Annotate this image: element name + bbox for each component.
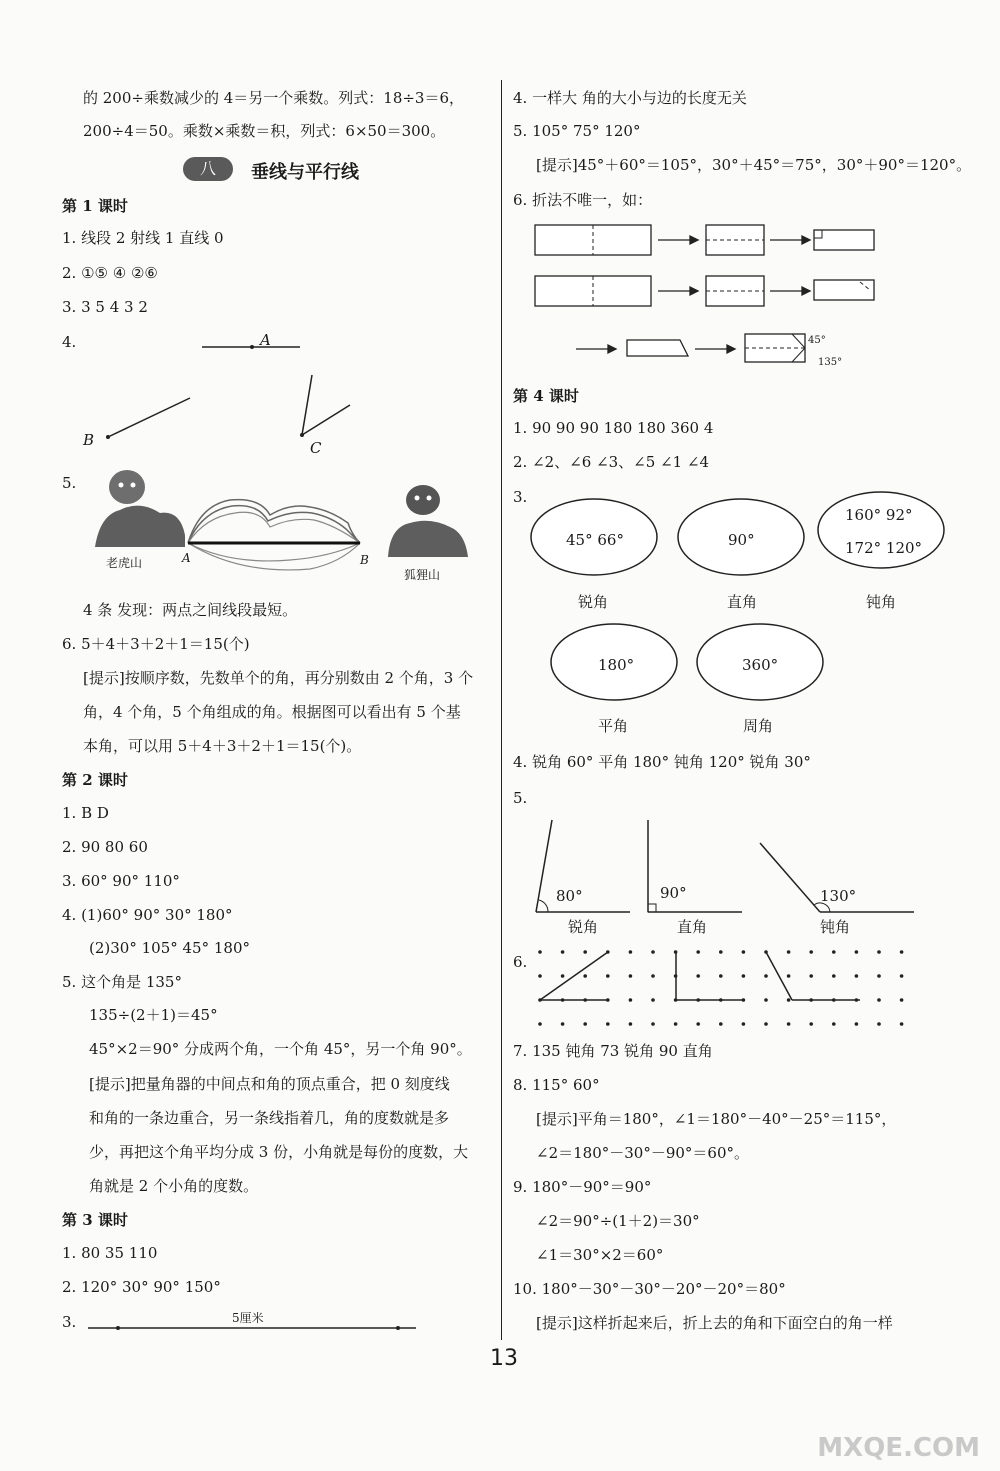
grid-dot [651,1022,655,1026]
grid-dot [561,950,565,954]
grid-dot [855,1022,859,1026]
answer-line: 10. 180°－30°－30°－20°－20°＝80° [513,1280,786,1298]
answer-line: ∠2＝90°÷(1＋2)＝30° [536,1212,700,1230]
dot-grid-figure [530,945,910,1025]
grid-dot [764,998,768,1002]
grid-dot [787,974,791,978]
grid-dot [538,974,542,978]
grid-dot [877,1022,881,1026]
grid-dot [674,998,678,1002]
grid-dot [583,950,587,954]
grid-dot [787,1022,791,1026]
grid-dot [629,998,633,1002]
answer-line: 8. 115° 60° [513,1076,600,1094]
grid-dot [809,1022,813,1026]
text-line: 的 200÷乘数减少的 4＝另一个乘数。列式：18÷3＝6， [83,89,465,107]
answer-line: 9. 180°－90°＝90° [513,1178,652,1196]
grid-dot [696,998,700,1002]
point-label: B [360,553,369,567]
point-label: B [83,431,95,449]
question-number: 4. [62,333,77,351]
lesson-title: 第 4 课时 [513,387,579,405]
grid-dot [809,950,813,954]
oval-label: 平角 [598,717,629,735]
grid-dot [719,974,723,978]
grid-dot [787,998,791,1002]
grid-dot [900,950,904,954]
grid-dot [606,998,610,1002]
grid-dot [900,1022,904,1026]
oval-values: 90° [728,531,755,549]
grid-dot [832,950,836,954]
answer-line: 1. 线段 2 射线 1 直线 0 [62,229,224,247]
oval-values: 160° 92° [845,506,913,524]
grid-dot [651,950,655,954]
unit-title: 垂线与平行线 [251,162,359,183]
grid-dot [764,950,768,954]
tip-line: 和角的一条边重合，另一条线指着几，角的度数就是多 [89,1109,450,1127]
oval-label: 钝角 [866,593,897,611]
unit-number-badge: 八 [183,157,233,181]
point-label: C [310,439,322,457]
grid-dot [606,1022,610,1026]
grid-dot [742,950,746,954]
answer-line: 2. 90 80 60 [62,838,148,856]
grid-dot [719,1022,723,1026]
tip-line: [提示]45°＋60°＝105°，30°＋45°＝75°，30°＋90°＝120°。 [536,156,972,174]
grid-dot [629,1022,633,1026]
question-number: 5. [513,789,528,807]
grid-dot [764,974,768,978]
angle-value: 90° [660,884,687,902]
angle-type-label: 钝角 [820,918,851,936]
grid-dot [629,974,633,978]
question-number: 3. [62,1313,77,1331]
tip-line: 角就是 2 个小角的度数。 [89,1177,259,1195]
answer-line: 7. 135 钝角 73 锐角 90 直角 [513,1042,713,1060]
grid-dot [900,998,904,1002]
grid-dot [877,998,881,1002]
grid-dot [674,1022,678,1026]
grid-dot [855,950,859,954]
mountain-label: 老虎山 [106,556,143,570]
answer-line: 1. B D [62,804,109,822]
grid-dot [809,974,813,978]
answer-line: 5. 105° 75° 120° [513,122,641,140]
grid-dot [583,998,587,1002]
grid-dot [583,974,587,978]
answer-line: 2. ∠2、∠6 ∠3、∠5 ∠1 ∠4 [513,453,710,471]
angle-label: 45° [808,335,826,346]
column-divider [501,80,502,1340]
oval-label: 周角 [743,717,774,735]
oval-label: 锐角 [578,593,609,611]
grid-dot [696,950,700,954]
grid-dot [877,974,881,978]
tip-line: [提示]把量角器的中间点和角的顶点重合，把 0 刻度线 [89,1075,450,1093]
question-number: 3. [513,488,528,506]
angle-drawings [530,815,920,920]
grid-dot [538,1022,542,1026]
segment-ray-line-figure [80,325,320,455]
grid-dot [651,974,655,978]
tip-line: 少，再把这个角平均分成 3 份，小角就是每份的度数，大 [89,1143,469,1161]
grid-dot [764,1022,768,1026]
grid-dot [674,974,678,978]
grid-dot [538,950,542,954]
grid-dot [696,974,700,978]
mountain-label: 狐狸山 [404,568,441,582]
grid-dot [832,974,836,978]
answer-line: 3. 3 5 4 3 2 [62,298,148,316]
length-label: 5厘米 [232,1311,264,1325]
grid-dot [629,950,633,954]
page-number: 13 [490,1346,518,1371]
answer-line: 4. 锐角 60° 平角 180° 钝角 120° 锐角 30° [513,753,811,771]
angle-label: 135° [818,357,843,368]
grid-dot [809,998,813,1002]
point-label: A [182,551,191,565]
grid-dot [855,998,859,1002]
tip-line: 角，4 个角，5 个角组成的角。根据图可以看出有 5 个基 [83,703,461,721]
tip-line: [提示]平角＝180°，∠1＝180°－40°－25°＝115°， [536,1110,897,1128]
angle-value: 80° [556,887,583,905]
oval-values: 180° [598,656,635,674]
grid-dot [561,1022,565,1026]
point-label: A [260,331,271,349]
answer-line: 1. 80 35 110 [62,1244,158,1262]
grid-dot [561,974,565,978]
tip-line: [提示]按顺序数，先数单个的角，再分别数由 2 个角，3 个 [83,669,474,687]
tip-line: [提示]这样折起来后，折上去的角和下面空白的角一样 [536,1314,893,1332]
grid-dot [832,1022,836,1026]
answer-line: 5. 这个角是 135° [62,973,182,991]
grid-dot [742,1022,746,1026]
answer-line: 4 条 发现：两点之间线段最短。 [83,601,298,619]
lesson-title: 第 1 课时 [62,197,128,215]
answer-line: 135÷(2＋1)＝45° [89,1006,218,1024]
answer-line: (2)30° 105° 45° 180° [89,939,250,957]
grid-dot [719,998,723,1002]
grid-dot [696,1022,700,1026]
grid-dot [583,1022,587,1026]
text-line: 200÷4＝50。乘数×乘数＝积，列式：6×50＝300。 [83,122,446,140]
oval-values: 360° [742,656,779,674]
answer-line: 6. 折法不唯一，如： [513,191,653,209]
grid-dot [674,950,678,954]
grid-dot [832,998,836,1002]
answer-line: 6. 5＋4＋3＋2＋1＝15(个) [62,635,250,653]
paper-folding-figure [530,220,930,380]
lesson-title: 第 2 课时 [62,771,128,789]
answer-line: 45°×2＝90° 分成两个角，一个角 45°，另一个角 90°。 [89,1040,472,1058]
answer-line: 1. 90 90 90 180 180 360 4 [513,419,714,437]
question-number: 6. [513,953,528,971]
watermark: MXQE.COM [817,1433,980,1463]
grid-dot [742,974,746,978]
oval-label: 直角 [727,593,758,611]
angle-value: 130° [820,887,857,905]
grid-dot [742,998,746,1002]
answer-line: 4. 一样大 角的大小与边的长度无关 [513,89,747,107]
question-number: 5. [62,474,77,492]
grid-dot [606,950,610,954]
grid-dot [538,998,542,1002]
answer-line: 2. 120° 30° 90° 150° [62,1278,221,1296]
grid-dot [877,950,881,954]
answer-line: 4. (1)60° 90° 30° 180° [62,906,233,924]
grid-dot [900,974,904,978]
grid-dot [855,974,859,978]
grid-dot [561,998,565,1002]
angle-type-label: 锐角 [568,918,599,936]
oval-values: 172° 120° [845,539,923,557]
grid-dot [787,950,791,954]
tip-line: ∠2＝180°－30°－90°＝60°。 [536,1144,750,1162]
grid-dot [606,974,610,978]
angle-type-label: 直角 [677,918,708,936]
tip-line: 本角，可以用 5＋4＋3＋2＋1＝15(个)。 [83,737,362,755]
lesson-title: 第 3 课时 [62,1211,128,1229]
answer-line: ∠1＝30°×2＝60° [536,1246,664,1264]
grid-dot [651,998,655,1002]
answer-line: 2. ①⑤ ④ ②⑥ [62,264,158,282]
answer-line: 3. 60° 90° 110° [62,872,180,890]
oval-values: 45° 66° [566,531,624,549]
grid-dot [719,950,723,954]
